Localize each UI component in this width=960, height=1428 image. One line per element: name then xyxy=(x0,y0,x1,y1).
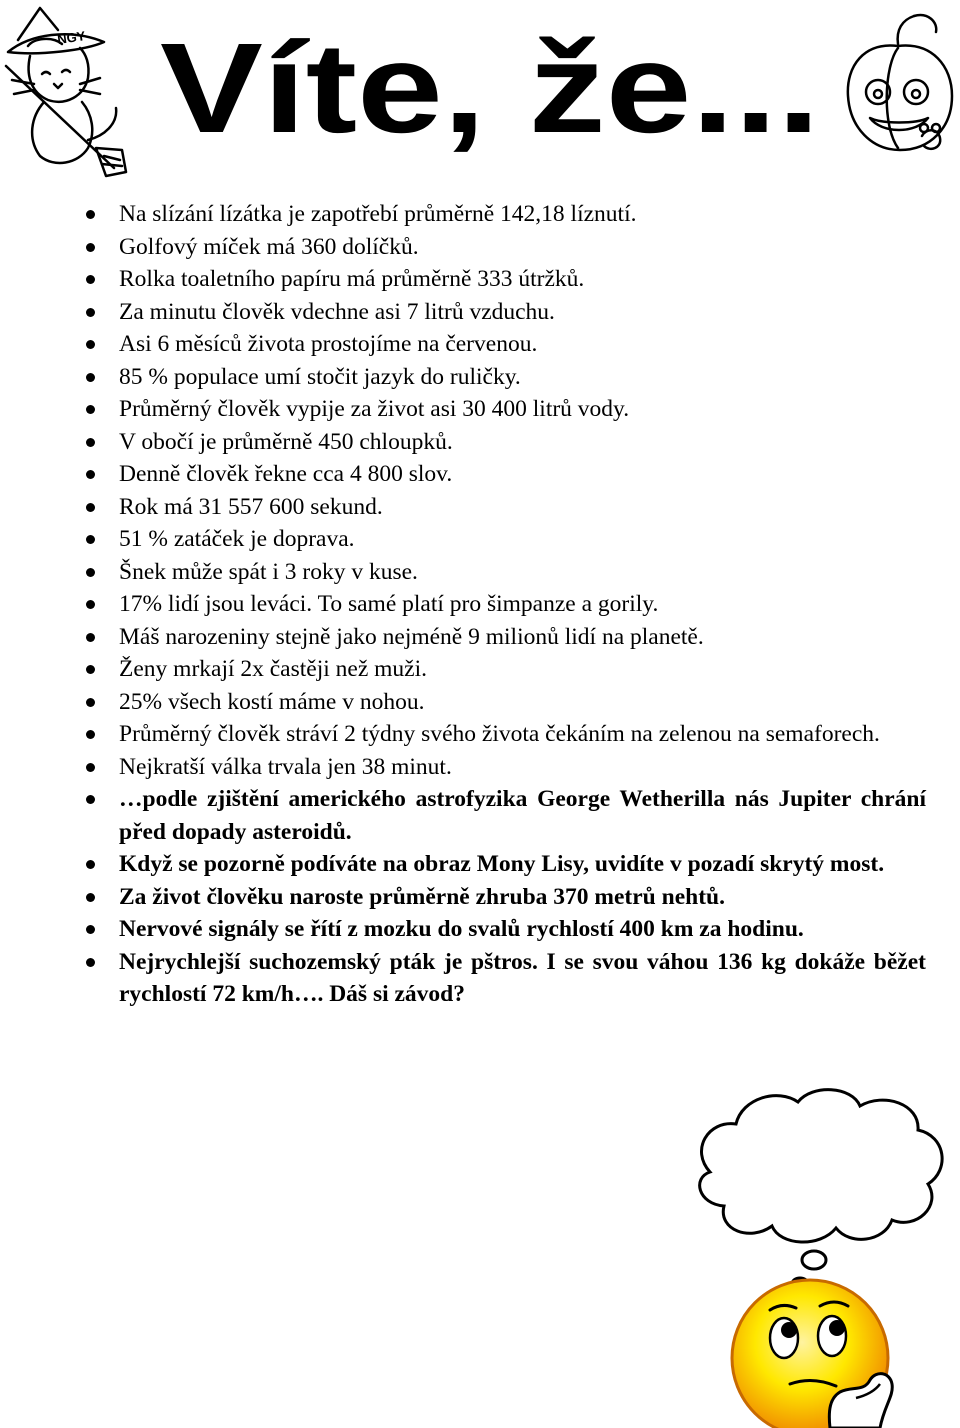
list-item: Nejrychlejší suchozemský pták je pštros. I se svou váhou 136 kg dokáže běžet rychlostí 72 km/h…. Dáš si závod? xyxy=(84,946,926,1011)
list-item: Za život člověku naroste průměrně zhruba 370 metrů nehtů. xyxy=(84,881,926,914)
thought-bubble xyxy=(700,1090,942,1242)
pumpkin-icon xyxy=(840,10,960,180)
list-item: Golfový míček má 360 dolíčků. xyxy=(84,231,926,264)
list-item: Ženy mrkají 2x častěji než muži. xyxy=(84,653,926,686)
list-item: …podle zjištění amerického astrofyzika George Wetherilla nás Jupiter chrání před dopady asteroidů. xyxy=(84,783,926,848)
list-item: Denně člověk řekne cca 4 800 slov. xyxy=(84,458,926,491)
page-title-text: Víte, že... xyxy=(160,17,820,160)
page-title xyxy=(150,4,850,174)
cat-witch-icon xyxy=(0,0,140,190)
list-item: 17% lidí jsou leváci. To samé platí pro šimpanze a gorily. xyxy=(84,588,926,621)
svg-text:NGY: NGY xyxy=(56,28,87,47)
list-item: Za minutu člověk vdechne asi 7 litrů vzduchu. xyxy=(84,296,926,329)
list-item: Průměrný člověk vypije za život asi 30 400 litrů vody. xyxy=(84,393,926,426)
list-item: Šnek může spát i 3 roky v kuse. xyxy=(84,556,926,589)
thinking-smiley-icon xyxy=(680,1080,960,1428)
list-item: V obočí je průměrně 450 chloupků. xyxy=(84,426,926,459)
list-item: 25% všech kostí máme v nohou. xyxy=(84,686,926,719)
list-item: Rok má 31 557 600 sekund. xyxy=(84,491,926,524)
list-item: Nejkratší válka trvala jen 38 minut. xyxy=(84,751,926,784)
list-item: Asi 6 měsíců života prostojíme na červenou. xyxy=(84,328,926,361)
list-item: Máš narozeniny stejně jako nejméně 9 milionů lidí na planetě. xyxy=(84,621,926,654)
fact-list xyxy=(84,198,926,1011)
list-item: Na slízání lízátka je zapotřebí průměrně 142,18 líznutí. xyxy=(84,198,926,231)
thought-dot xyxy=(802,1251,826,1269)
list-item: 51 % zatáček je doprava. xyxy=(84,523,926,556)
list-item: Průměrný člověk stráví 2 týdny svého života čekáním na zelenou na semaforech. xyxy=(84,718,926,751)
list-item: Nervové signály se řítí z mozku do svalů rychlostí 400 km za hodinu. xyxy=(84,913,926,946)
list-item: Rolka toaletního papíru má průměrně 333 útržků. xyxy=(84,263,926,296)
list-item: Když se pozorně podíváte na obraz Mony Lisy, uvidíte v pozadí skrytý most. xyxy=(84,848,926,881)
list-item: 85 % populace umí stočit jazyk do ruličky. xyxy=(84,361,926,394)
